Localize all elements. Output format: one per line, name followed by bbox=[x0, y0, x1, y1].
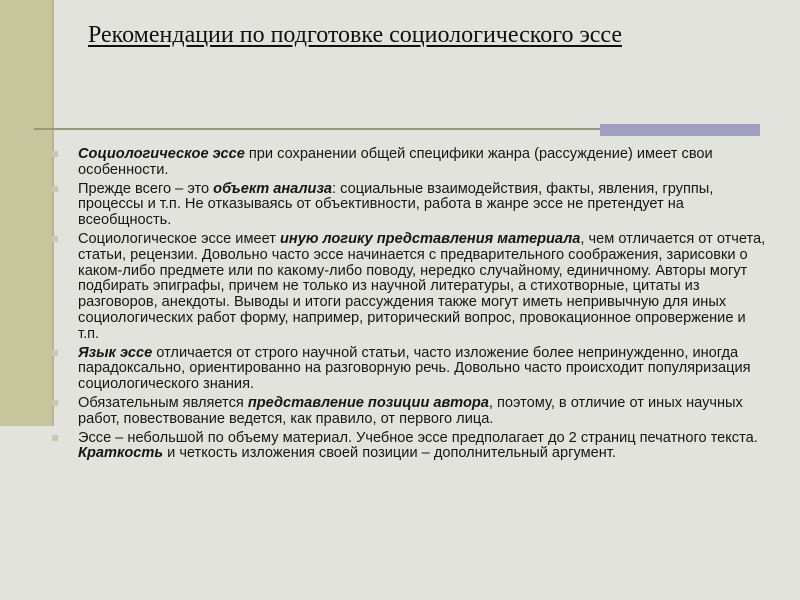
square-bullet-icon bbox=[52, 435, 58, 441]
emphasis-text: объект анализа bbox=[213, 180, 333, 197]
body-text: : социальные взаимодействия, факты, явления, группы, процессы и т.п. Не отказываясь от объективности, работа в жанре эссе не претендует на всеобщность. bbox=[78, 180, 714, 229]
square-bullet-icon bbox=[52, 350, 58, 356]
bullet-item bbox=[52, 396, 767, 428]
left-accent-band bbox=[0, 0, 52, 426]
square-bullet-icon bbox=[52, 151, 58, 157]
title-divider bbox=[34, 128, 600, 130]
square-bullet-icon bbox=[52, 186, 58, 192]
body-text: , чем отличается от отчета, статьи, рецензии. Довольно часто эссе начинается с предварительного соображения, зарисовки о каком-либо предмете или по какому-либо поводу, нередко случайному, единичному. Авторы могут подбирать эпиграфы, причем не только из научной литературы, а стихотворные, цитаты из разговоров, анекдоты. Выводы и итоги рассуждения также могут иметь непривычную для иных социологических работ форму, например, риторический вопрос, провокационное опровержение и т.п. bbox=[78, 230, 766, 342]
bullet-item bbox=[52, 147, 767, 179]
emphasis-text: Язык эссе bbox=[78, 344, 153, 361]
body-text: отличается от строго научной статьи, часто изложение более непринужденно, иногда парадоксально, ориентированно на разговорную речь. Довольно часто происходит популяризация социологического знания. bbox=[78, 344, 751, 393]
slide-title: Рекомендации по подготовке социологического эссе bbox=[88, 22, 622, 48]
bullet-list bbox=[52, 147, 767, 465]
square-bullet-icon bbox=[52, 236, 58, 242]
bullet-item bbox=[52, 232, 767, 343]
square-bullet-icon bbox=[52, 400, 58, 406]
emphasis-text: иную логику представления материала bbox=[279, 230, 581, 247]
emphasis-text: Социологическое эссе bbox=[78, 146, 245, 162]
emphasis-text: представление позиции автора bbox=[247, 394, 489, 411]
body-text: Социологическое эссе имеет bbox=[78, 230, 280, 247]
body-text: , поэтому, в отличие от иных научных работ, повествование ведется, как правило, от первого лица. bbox=[78, 394, 743, 427]
bullet-item bbox=[52, 182, 767, 229]
body-text: и четкость изложения своей позиции – дополнительный аргумент. bbox=[163, 445, 616, 462]
body-text: Прежде всего – это bbox=[78, 180, 214, 197]
body-text: при сохранении общей специфики жанра (рассуждение) имеет свои особенности. bbox=[78, 146, 713, 178]
body-text: Эссе – небольшой по объему материал. Учебное эссе предполагает до 2 страниц печатного текста. bbox=[78, 429, 758, 446]
bullet-item bbox=[52, 346, 767, 393]
divider-accent-block bbox=[600, 124, 760, 136]
emphasis-text: Краткость bbox=[78, 445, 164, 462]
bullet-item bbox=[52, 431, 767, 463]
body-text: Обязательным является bbox=[78, 394, 248, 411]
